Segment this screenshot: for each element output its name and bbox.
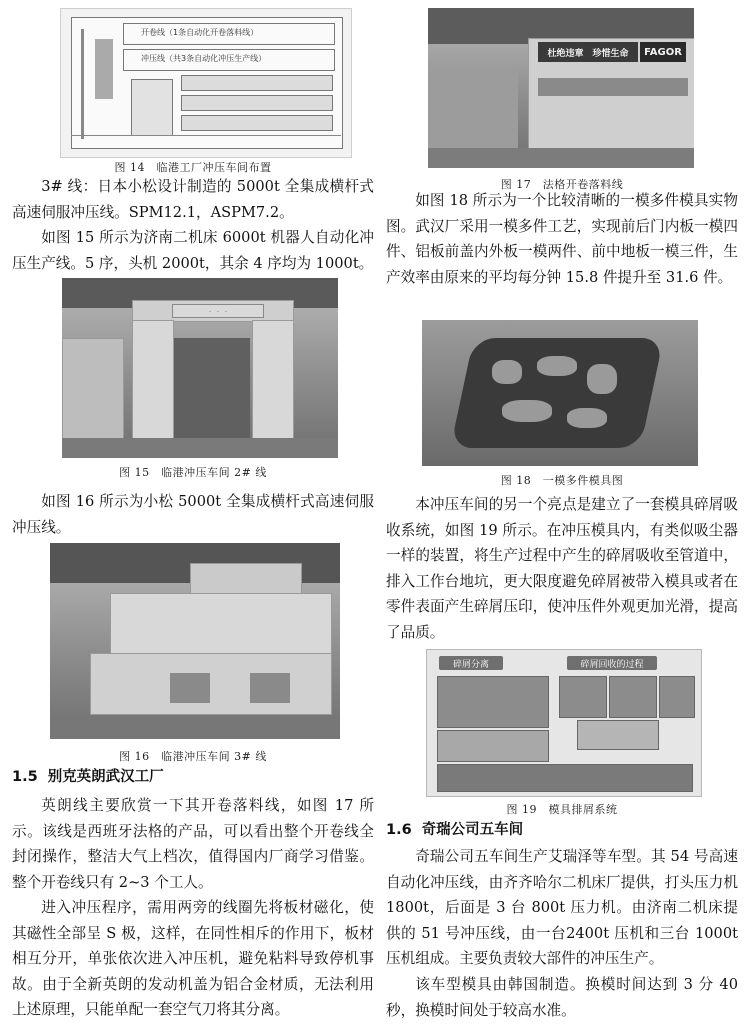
figure-19-caption: 图 19 模具排屑系统 — [506, 803, 618, 816]
paragraph-magnetize: 进入冲压程序，需用两旁的线圈先将板材磁化，使其磁性全部呈 S 极，这样，在同性相斥的作用下，板材相互分开，单张依次进入冲压机，避免粘料导致停机事故。由于全新英朗的发动机盖为铝合金材质，无法利用上述原理，只能单配一套空气刀将其分离。 — [12, 899, 374, 1018]
layout-label-2: 冲压线（共3条自动化冲压生产线） — [141, 54, 267, 63]
figure-17 — [386, 8, 738, 192]
section-heading-1-6 — [386, 818, 738, 842]
paragraph-line3: 3# 线：日本小松设计制造的 5000t 全集成横杆式高速伺服冲压线。SPM12.1，ASPM7.2。 — [12, 178, 374, 221]
figure-19 — [386, 649, 738, 819]
section-title: 别克英朗武汉工厂 — [47, 769, 164, 785]
figure-16 — [12, 543, 374, 765]
section-heading-1-5 — [12, 765, 374, 789]
fagor-blanking-line-photo — [428, 8, 694, 168]
paragraph-fig16-intro: 如图 16 所示为小松 5000t 全集成横杆式高速伺服冲压线。 — [12, 493, 374, 536]
paragraph-fagor-line: 英朗线主要欣赏一下其开卷落料线，如图 17 所示。该线是西班牙法格的产品，可以看出整个开卷线全封闭操作，整洁大气上档次，值得国内厂商学习借鉴。整个开卷线只有 2~3 个工人。 — [12, 797, 374, 891]
figure-14-caption: 图 14 临港工厂冲压车间布置 — [114, 161, 272, 174]
layout-label-1: 开卷线（1条自动化开卷落料线） — [141, 28, 259, 37]
paragraph-multi-part-die: 如图 18 所示为一个比较清晰的一模多件模具实物图。武汉厂采用一模多件工艺，实现前后门内板一模四件、铝板前盖内外板一模两件、前中地板一模三件，生产效率由原来的平均每分钟 15.8 件提升至 31.6 件。 — [386, 192, 738, 286]
press-line-3-photo — [50, 543, 340, 739]
figure-15 — [12, 278, 374, 488]
diagram-title-right: 碎屑回收的过程 — [567, 656, 657, 670]
figure-18-caption: 图 18 一模多件模具图 — [500, 474, 624, 487]
press-line-2-photo: · · · — [62, 278, 338, 458]
paragraph-chery-lines: 奇瑞公司五车间生产艾瑞泽等车型。其 54 号高速自动化冲压线，由齐齐哈尔二机床厂提供，打头压力机 1800t，后面是 3 台 800t 压力机。由济南二机床提供的 51 号冲压线，由一台2400t 压机和三台 1000t 压机组成。主要负责较大部件的冲压生产。 — [386, 848, 738, 967]
figure-16-caption: 图 16 临港冲压车间 3# 线 — [119, 750, 267, 763]
section-number: 1.5 — [12, 769, 38, 785]
section-number: 1.6 — [386, 822, 412, 838]
safety-sign: 杜绝违章 珍惜生命 — [538, 42, 638, 62]
section-title: 奇瑞公司五车间 — [421, 822, 524, 838]
fagor-logo: FAGOR — [640, 42, 686, 62]
paragraph-fig15-intro: 如图 15 所示为济南二机床 6000t 机器人自动化冲压生产线。5 序，头机 2000t，其余 4 序均为 1000t。 — [12, 229, 374, 272]
paragraph-die-change: 该车型模具由韩国制造。换模时间达到 3 分 40 秒，换模时间处于较高水准。 — [386, 976, 738, 1019]
figure-18 — [386, 320, 738, 492]
paragraph-scrap-system: 本冲压车间的另一个亮点是建立了一套模具碎屑吸收系统，如图 19 所示。在冲压模具内，有类似吸尘器一样的装置，将生产过程中产生的碎屑吸收至管道中，排入工作台地坑，更大限度避免碎屑被带入模具或者在零件表面产生碎屑压印，使冲压件外观更加光滑，提高了品质。 — [386, 496, 738, 641]
figure-17-caption: 图 17 法格开卷落料线 — [500, 178, 624, 191]
figure-15-caption: 图 15 临港冲压车间 2# 线 — [119, 466, 267, 479]
figure-14 — [12, 8, 374, 176]
plant-layout-drawing — [60, 8, 352, 158]
diagram-title-left: 碎屑分离 — [439, 656, 503, 670]
multi-part-die-photo — [422, 320, 698, 466]
scrap-removal-diagram — [426, 649, 702, 797]
